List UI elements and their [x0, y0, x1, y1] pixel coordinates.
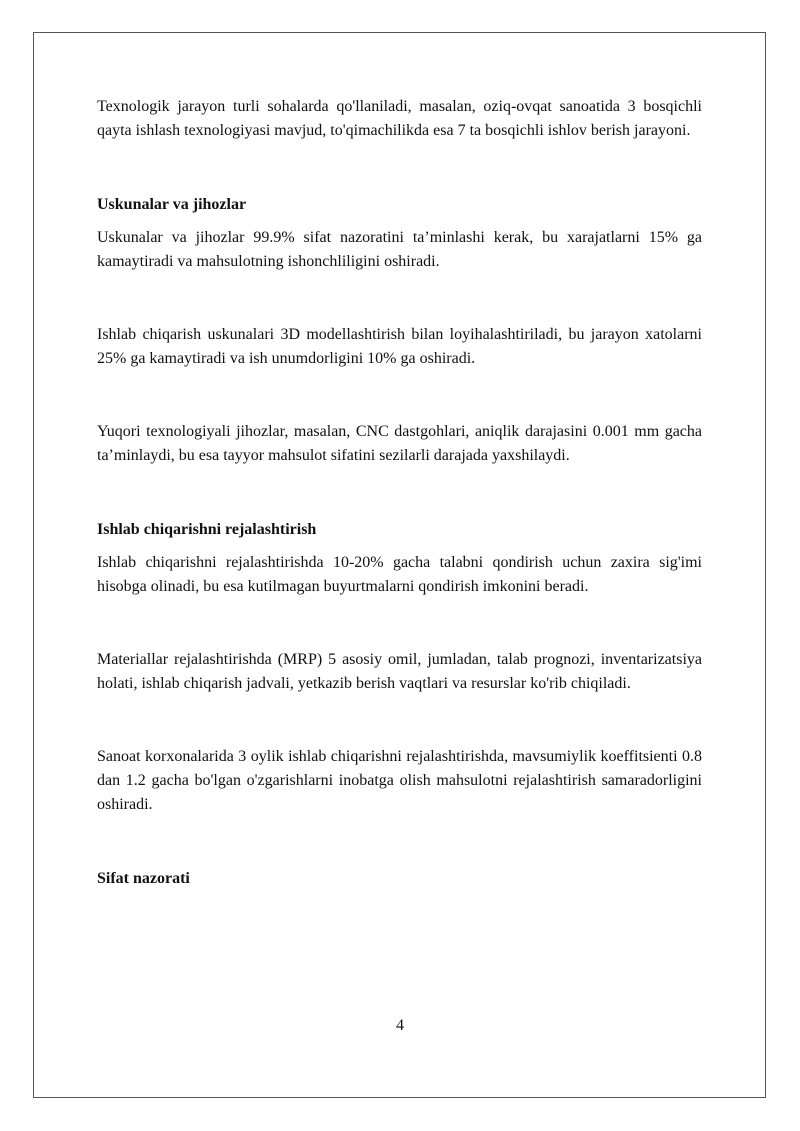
- section-heading: Uskunalar va jihozlar: [97, 196, 247, 213]
- page-number: 4: [396, 1017, 404, 1034]
- body-paragraph: Sanoat korxonalarida 3 oylik ishlab chiqarishni rejalashtirishda, mavsumiylik koeffitsienti 0.8 dan 1.2 gacha bo'lgan o'zgarishlarni inobatga olish mahsulotni rejalashtirish samaradorligini oshiradi.: [97, 748, 702, 813]
- section-heading: Ishlab chiqarishni rejalashtirish: [97, 521, 317, 538]
- body-paragraph: Ishlab chiqarish uskunalari 3D modellashtirish bilan loyihalashtiriladi, bu jarayon xatolarni 25% ga kamaytiradi va ish unumdorligini 10% ga oshiradi.: [97, 326, 702, 367]
- body-paragraph: Ishlab chiqarishni rejalashtirishda 10-20% gacha talabni qondirish uchun zaxira sig'imi hisobga olinadi, bu esa kutilmagan buyurtmalarni qondirish imkonini beradi.: [97, 554, 702, 595]
- document-body: [97, 95, 702, 891]
- body-paragraph: Texnologik jarayon turli sohalarda qo'llaniladi, masalan, oziq-ovqat sanoatida 3 bosqichli qayta ishlash texnologiyasi mavjud, to'qimachilikda esa 7 ta bosqichli ishlov berish jarayoni.: [97, 98, 702, 139]
- body-paragraph: Uskunalar va jihozlar 99.9% sifat nazoratini ta’minlashi kerak, bu xarajatlarni 15% ga kamaytiradi va mahsulotning ishonchliligini oshiradi.: [97, 229, 702, 270]
- body-paragraph: Yuqori texnologiyali jihozlar, masalan, CNC dastgohlari, aniqlik darajasini 0.001 mm gacha ta’minlaydi, bu esa tayyor mahsulot sifatini sezilarli darajada yaxshilaydi.: [97, 423, 702, 464]
- section-heading: Sifat nazorati: [97, 870, 190, 887]
- body-paragraph: Materiallar rejalashtirishda (MRP) 5 asosiy omil, jumladan, talab prognozi, inventarizatsiya holati, ishlab chiqarish jadvali, yetkazib berish vaqtlari va resurslar ko'rib chiqiladi.: [97, 651, 702, 692]
